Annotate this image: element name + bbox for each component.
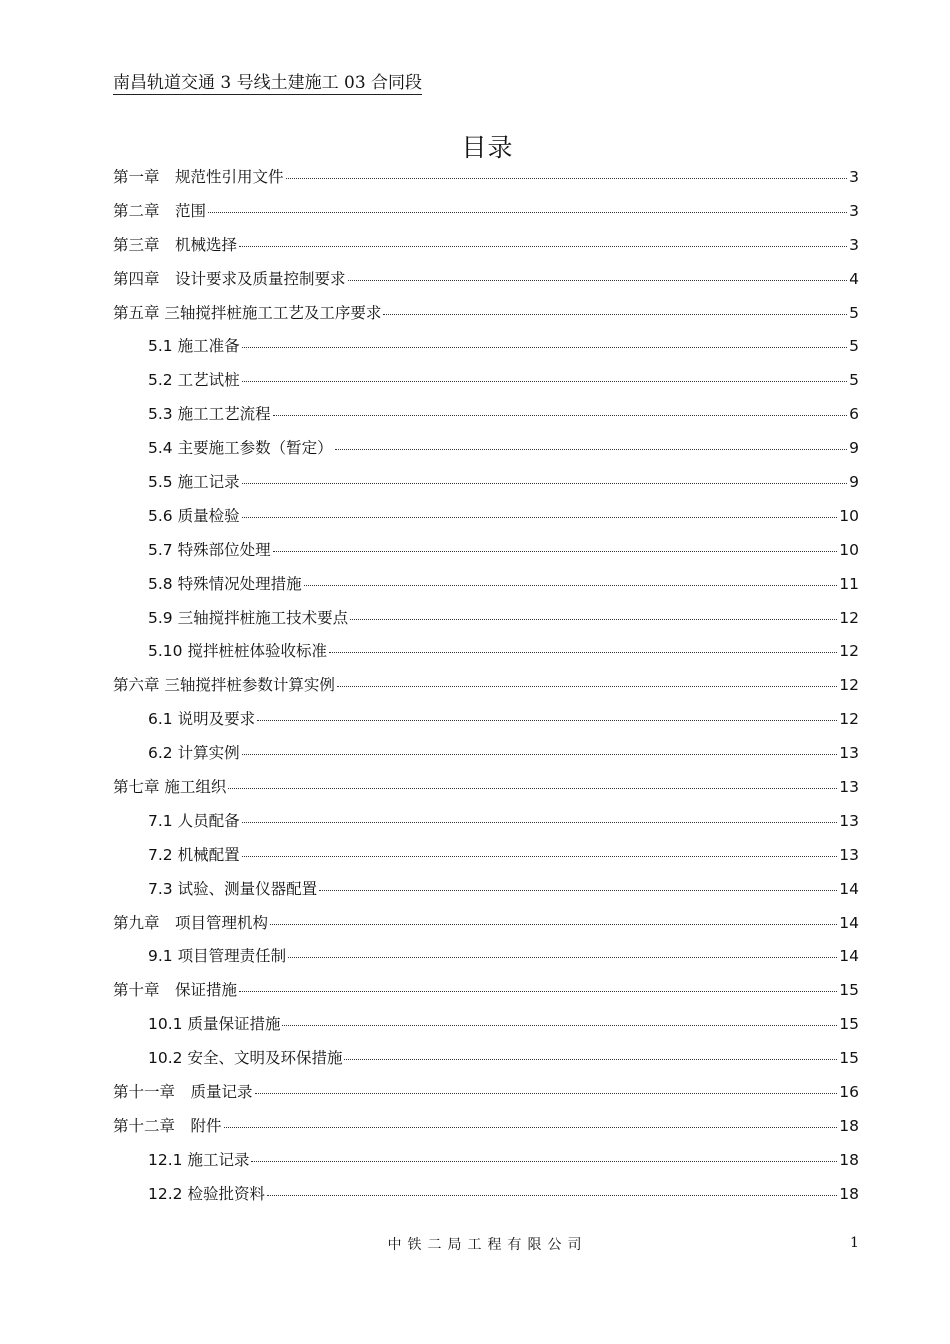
toc-dot-leader <box>208 212 847 213</box>
toc-dot-leader <box>344 1059 837 1060</box>
toc-entry[interactable] <box>113 639 859 673</box>
toc-dot-leader <box>335 449 848 450</box>
toc-entry-page: 14 <box>839 879 859 898</box>
toc-entry[interactable] <box>113 538 859 572</box>
toc-entry-label: 第二章 范围 <box>113 201 207 220</box>
toc-entry-page: 15 <box>839 1015 859 1034</box>
toc-entry-label: 5.9 三轴搅拌桩施工技术要点 <box>148 608 349 627</box>
toc-entry-label: 5.1 施工准备 <box>148 337 240 356</box>
toc-entry-page: 9 <box>849 473 859 492</box>
toc-entry-label: 6.2 计算实例 <box>148 744 240 763</box>
toc-entry[interactable] <box>113 877 859 911</box>
toc-entry[interactable] <box>113 944 859 978</box>
toc-entry-page: 18 <box>839 1150 859 1169</box>
toc-dot-leader <box>251 1161 837 1162</box>
toc-entry[interactable] <box>113 1012 859 1046</box>
toc-entry[interactable] <box>113 233 859 267</box>
toc-dot-leader <box>348 280 848 281</box>
toc-entry-label: 第十一章 质量记录 <box>113 1083 253 1102</box>
toc-entry-label: 5.2 工艺试桩 <box>148 371 240 390</box>
toc-entry-page: 14 <box>839 913 859 932</box>
toc-dot-leader <box>242 517 838 518</box>
toc-entry-label: 第十二章 附件 <box>113 1116 222 1135</box>
toc-entry[interactable] <box>113 504 859 538</box>
toc-entry[interactable] <box>113 1080 859 1114</box>
toc-entry-label: 12.2 检验批资料 <box>148 1184 265 1203</box>
toc-dot-leader <box>270 924 837 925</box>
page-number: 1 <box>850 1235 859 1251</box>
toc-dot-leader <box>282 1025 837 1026</box>
toc-dot-leader <box>286 178 848 179</box>
toc-entry-page: 5 <box>849 337 859 356</box>
toc-dot-leader <box>224 1127 838 1128</box>
toc-entry-page: 5 <box>849 303 859 322</box>
toc-dot-leader <box>273 415 848 416</box>
toc-entry-page: 10 <box>839 540 859 559</box>
toc-dot-leader <box>350 619 837 620</box>
toc-entry[interactable] <box>113 301 859 335</box>
toc-dot-leader <box>242 822 838 823</box>
toc-entry[interactable] <box>113 673 859 707</box>
toc-entry[interactable] <box>113 165 859 199</box>
toc-entry[interactable] <box>113 1046 859 1080</box>
toc-dot-leader <box>337 686 837 687</box>
toc-dot-leader <box>242 483 848 484</box>
toc-dot-leader <box>267 1195 837 1196</box>
toc-entry-page: 13 <box>839 744 859 763</box>
toc-entry[interactable] <box>113 267 859 301</box>
toc-entry[interactable] <box>113 978 859 1012</box>
toc-entry[interactable] <box>113 1148 859 1182</box>
toc-dot-leader <box>242 856 838 857</box>
toc-entry[interactable] <box>113 741 859 775</box>
toc-entry-page: 13 <box>839 845 859 864</box>
toc-dot-leader <box>304 585 838 586</box>
toc-dot-leader <box>239 246 847 247</box>
toc-entry-label: 5.8 特殊情况处理措施 <box>148 574 302 593</box>
toc-entry-page: 18 <box>839 1184 859 1203</box>
toc-dot-leader <box>329 652 837 653</box>
toc-entry[interactable] <box>113 402 859 436</box>
toc-entry[interactable] <box>113 1114 859 1148</box>
toc-entry-label: 5.5 施工记录 <box>148 473 240 492</box>
toc-entry-label: 7.3 试验、测量仪器配置 <box>148 879 318 898</box>
toc-entry-label: 第一章 规范性引用文件 <box>113 168 284 186</box>
toc-dot-leader <box>242 754 838 755</box>
toc-entry-label: 10.1 质量保证措施 <box>148 1015 281 1034</box>
toc-entry-label: 第七章 施工组织 <box>113 778 227 797</box>
toc-entry-label: 9.1 项目管理责任制 <box>148 947 287 966</box>
toc-entry-page: 12 <box>839 676 859 695</box>
toc-entry-page: 11 <box>839 574 859 593</box>
toc-entry-label: 5.4 主要施工参数（暂定） <box>148 439 333 458</box>
toc-entry-page: 4 <box>849 269 859 288</box>
toc-entry[interactable] <box>113 1182 859 1216</box>
toc-dot-leader <box>242 381 848 382</box>
toc-entry-label: 5.7 特殊部位处理 <box>148 540 271 559</box>
toc-entry-page: 12 <box>839 710 859 729</box>
toc-entry-label: 5.6 质量检验 <box>148 506 240 525</box>
toc-entry-label: 7.2 机械配置 <box>148 845 240 864</box>
toc-dot-leader <box>319 890 837 891</box>
toc-entry-page: 15 <box>839 1049 859 1068</box>
toc-title: 目录 <box>461 133 514 162</box>
table-of-contents <box>113 165 859 1216</box>
toc-entry-page: 16 <box>839 1083 859 1102</box>
toc-entry[interactable] <box>113 334 859 368</box>
toc-entry-page: 10 <box>839 506 859 525</box>
toc-entry[interactable] <box>113 911 859 945</box>
toc-entry[interactable] <box>113 199 859 233</box>
toc-entry-page: 3 <box>849 168 859 186</box>
toc-entry-page: 15 <box>839 981 859 1000</box>
toc-entry[interactable] <box>113 775 859 809</box>
toc-entry-label: 第四章 设计要求及质量控制要求 <box>113 269 346 288</box>
toc-entry-label: 7.1 人员配备 <box>148 811 240 830</box>
toc-entry-page: 12 <box>839 642 859 661</box>
toc-entry-page: 6 <box>849 405 859 424</box>
toc-entry-label: 12.1 施工记录 <box>148 1150 250 1169</box>
toc-entry[interactable] <box>113 368 859 402</box>
toc-entry-page: 18 <box>839 1116 859 1135</box>
toc-entry[interactable] <box>113 436 859 470</box>
toc-dot-leader <box>228 788 837 789</box>
toc-dot-leader <box>239 991 837 992</box>
toc-entry[interactable] <box>113 606 859 640</box>
toc-entry[interactable] <box>113 843 859 877</box>
toc-entry[interactable] <box>113 707 859 741</box>
toc-entry-label: 5.10 搅拌桩桩体验收标准 <box>148 642 327 661</box>
toc-entry-page: 3 <box>849 201 859 220</box>
toc-entry-page: 14 <box>839 947 859 966</box>
toc-entry-label: 第九章 项目管理机构 <box>113 913 269 932</box>
toc-dot-leader <box>255 1093 838 1094</box>
toc-entry-label: 5.3 施工工艺流程 <box>148 405 271 424</box>
toc-entry-label: 第六章 三轴搅拌桩参数计算实例 <box>113 676 335 695</box>
document-header: 南昌轨道交通 3 号线土建施工 03 合同段 <box>113 68 422 95</box>
toc-entry-label: 第十章 保证措施 <box>113 981 238 1000</box>
toc-dot-leader <box>288 957 837 958</box>
toc-dot-leader <box>257 720 837 721</box>
toc-entry-page: 3 <box>849 235 859 254</box>
toc-entry[interactable] <box>113 809 859 843</box>
toc-entry-page: 13 <box>839 778 859 797</box>
toc-dot-leader <box>273 551 838 552</box>
toc-entry[interactable] <box>113 572 859 606</box>
toc-entry-label: 6.1 说明及要求 <box>148 710 256 729</box>
toc-entry-label: 第三章 机械选择 <box>113 235 238 254</box>
toc-entry-label: 10.2 安全、文明及环保措施 <box>148 1049 343 1068</box>
footer-company: 中铁二局工程有限公司 <box>387 1237 588 1253</box>
toc-entry-page: 5 <box>849 371 859 390</box>
toc-entry-page: 13 <box>839 811 859 830</box>
toc-entry-label: 第五章 三轴搅拌桩施工工艺及工序要求 <box>113 303 382 322</box>
toc-entry-page: 9 <box>849 439 859 458</box>
toc-dot-leader <box>383 314 847 315</box>
toc-entry-page: 12 <box>839 608 859 627</box>
toc-entry[interactable] <box>113 470 859 504</box>
toc-dot-leader <box>242 347 848 348</box>
